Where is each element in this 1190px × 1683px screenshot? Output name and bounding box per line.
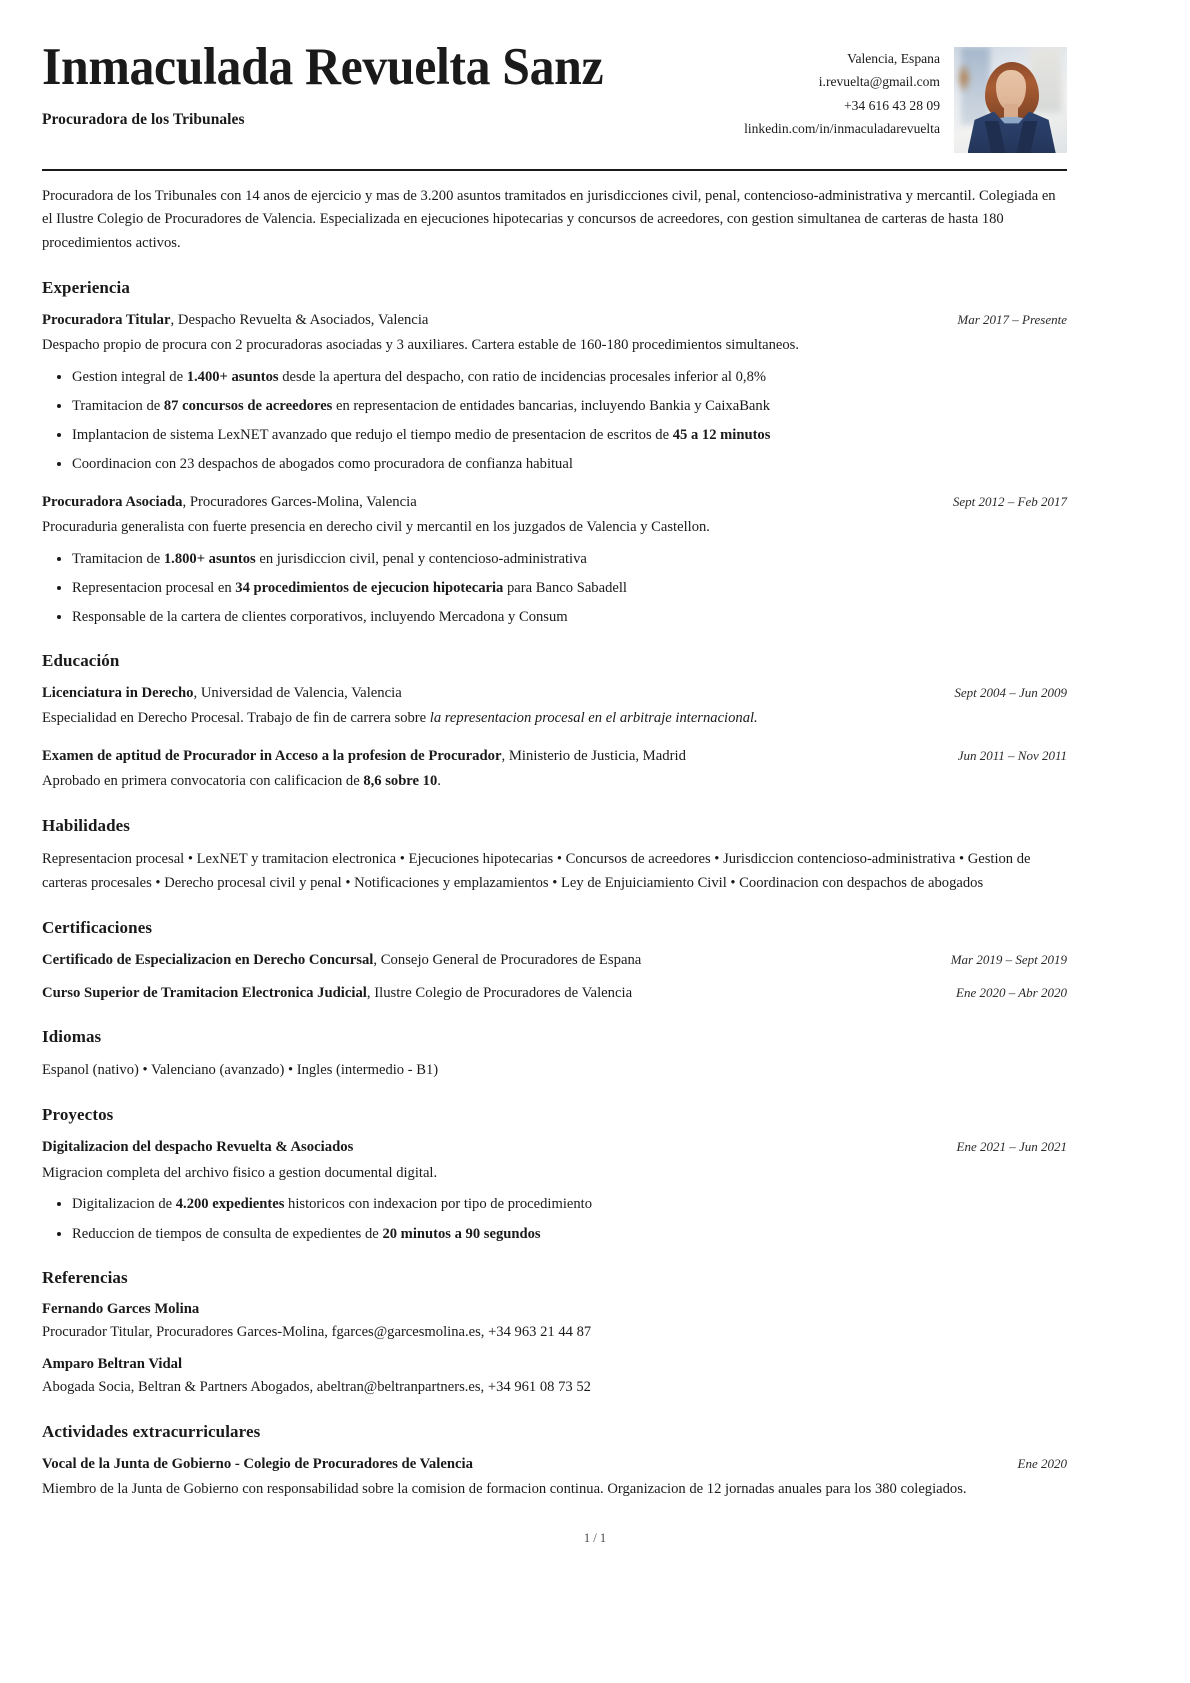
contact-location: Valencia, Espana bbox=[847, 51, 940, 66]
page-footer bbox=[0, 1531, 1190, 1546]
entry-subtitle: Migracion completa del archivo fisico a gestion documental digital. bbox=[42, 1164, 438, 1181]
section-certifications bbox=[42, 918, 1067, 1004]
list-item bbox=[72, 453, 1067, 475]
entry-org: , Despacho Revuelta & Asociados, Valencia bbox=[170, 312, 429, 329]
list-item bbox=[72, 424, 1067, 446]
entry-bullets bbox=[42, 548, 1067, 629]
bullet-text-bold: 1.400+ asuntos bbox=[186, 368, 279, 385]
project-name: Digitalizacion del despacho Revuelta & Asociados bbox=[42, 1139, 354, 1156]
bullet-text-post: en representacion de entidades bancarias, incluyendo Bankia y CaixaBank bbox=[332, 398, 771, 415]
contact-block bbox=[744, 47, 940, 141]
professional-summary: Procuradora de los Tribunales con 14 anos de ejercicio y mas de 3.200 asuntos tramitados en jurisdicciones civil, penal, contencioso-administrativa y mercantil. Colegiada en el Ilustre Colegio de Procuradores de Valencia. Especializada en ejecuciones hipotecarias y concursos de acreedores, con gestion simultanea de carteras de hasta 180 procedimientos activos. bbox=[42, 188, 1056, 251]
languages-list: Espanol (nativo) • Valenciano (avanzado) • Ingles (intermedio - B1) bbox=[42, 1061, 439, 1078]
contact-linkedin[interactable]: linkedin.com/in/inmaculadarevuelta bbox=[744, 121, 940, 137]
reference-detail: Procurador Titular, Procuradores Garces-Molina, fgarces@garcesmolina.es, +34 963 21 44 87 bbox=[42, 1323, 592, 1340]
reference-name: Amparo Beltran Vidal bbox=[42, 1356, 183, 1373]
bullet-text-post: para Banco Sabadell bbox=[503, 579, 627, 596]
entry-date: Ene 2021 – Jun 2021 bbox=[956, 1139, 1067, 1155]
entry-header bbox=[42, 1454, 1067, 1475]
entry-header bbox=[42, 492, 1067, 513]
entry-subtitle: Despacho propio de procura con 2 procuradoras asociadas y 3 auxiliares. Cartera estable de 160-180 procedimientos simultaneos. bbox=[42, 337, 800, 354]
entry-detail bbox=[42, 770, 1067, 793]
reference-name: Fernando Garces Molina bbox=[42, 1300, 200, 1317]
detail-text-bold: 8,6 sobre 10 bbox=[363, 773, 438, 790]
detail-text-post: . bbox=[437, 773, 441, 790]
resume-content bbox=[42, 34, 1067, 1504]
bullet-text-pre: Representacion procesal en bbox=[72, 579, 236, 596]
certification-name: Curso Superior de Tramitacion Electronica Judicial bbox=[42, 984, 367, 1001]
bullet-text-bold: 87 concursos de acreedores bbox=[163, 398, 333, 415]
entry-heading bbox=[42, 492, 935, 513]
bullet-text-pre: Gestion integral de bbox=[72, 368, 187, 385]
entry-org: , Procuradores Garces-Molina, Valencia bbox=[182, 493, 417, 510]
list-item bbox=[72, 606, 1067, 628]
section-title-experience: Experiencia bbox=[42, 278, 130, 298]
job-title: Procuradora de los Tribunales bbox=[42, 111, 245, 129]
header-right bbox=[744, 34, 1067, 153]
project-entry bbox=[42, 1137, 1067, 1244]
bullet-text-bold: 4.200 expedientes bbox=[175, 1196, 285, 1213]
headshot-photo bbox=[954, 47, 1067, 153]
entry-role: Procuradora Titular bbox=[42, 312, 171, 329]
list-item bbox=[72, 548, 1067, 570]
entry-heading bbox=[42, 1137, 939, 1158]
entry-header bbox=[42, 746, 1067, 767]
resume-header bbox=[42, 34, 1067, 153]
bullet-text-bold: 45 a 12 minutos bbox=[672, 427, 771, 444]
section-extracurricular bbox=[42, 1422, 1067, 1501]
bullet-text-pre: Implantacion de sistema LexNET avanzado que redujo el tiempo medio de presentacion de escritos de bbox=[72, 427, 673, 444]
entry-header bbox=[42, 950, 1067, 971]
entry-header bbox=[42, 983, 1067, 1004]
section-title-education: Educación bbox=[42, 651, 120, 671]
entry-org: , Universidad de Valencia, Valencia bbox=[193, 685, 402, 702]
entry-role: Procuradora Asociada bbox=[42, 493, 183, 510]
contact-email[interactable]: i.revuelta@gmail.com bbox=[818, 74, 940, 90]
certification-entry bbox=[42, 983, 1067, 1004]
section-title-certifications: Certificaciones bbox=[42, 918, 153, 938]
page-title: Inmaculada Revuelta Sanz bbox=[42, 38, 604, 96]
entry-header bbox=[42, 683, 1067, 704]
entry-bullets bbox=[42, 366, 1067, 476]
certification-name: Certificado de Especializacion en Derecho Concursal bbox=[42, 952, 374, 969]
entry-heading bbox=[42, 983, 938, 1004]
section-skills bbox=[42, 816, 1067, 895]
detail-text-pre: Aprobado en primera convocatoria con calificacion de bbox=[42, 773, 364, 790]
entry-header bbox=[42, 310, 1067, 331]
entry-detail: Miembro de la Junta de Gobierno con responsabilidad sobre la comision de formacion continua. Organizacion de 12 jornadas anuales para los 380 colegiados. bbox=[42, 1481, 967, 1498]
education-entry bbox=[42, 746, 1067, 793]
detail-text-italic: la representacion procesal en el arbitraje internacional. bbox=[429, 710, 758, 727]
certification-entry bbox=[42, 950, 1067, 971]
reference-detail: Abogada Socia, Beltran & Partners Abogados, abeltran@beltranpartners.es, +34 961 08 73 52 bbox=[42, 1379, 591, 1396]
entry-heading bbox=[42, 1454, 1000, 1475]
bullet-text-post: desde la apertura del despacho, con ratio de incidencias procesales inferior al 0,8% bbox=[278, 368, 767, 385]
extracurricular-name: Vocal de la Junta de Gobierno - Colegio de Procuradores de Valencia bbox=[42, 1455, 473, 1472]
certification-org: , Consejo General de Procuradores de Espana bbox=[373, 952, 642, 969]
list-item bbox=[72, 395, 1067, 417]
entry-date: Jun 2011 – Nov 2011 bbox=[957, 748, 1067, 763]
section-title-projects: Proyectos bbox=[42, 1105, 114, 1125]
bullet-text-post: en jurisdiccion civil, penal y contencioso-administrativa bbox=[255, 550, 587, 567]
entry-heading bbox=[42, 746, 940, 767]
bullet-text-bold: 34 procedimientos de ejecucion hipotecaria bbox=[235, 579, 504, 596]
bullet-text-pre: Tramitacion de bbox=[72, 550, 164, 567]
skills-list: Representacion procesal • LexNET y tramitacion electronica • Ejecuciones hipotecarias • Concursos de acreedores • Jurisdiccion contencioso-administrativa • Gestion de carteras procesales • Derecho procesal civil y penal • Notificaciones y emplazamientos • Ley de Enjuiciamiento Civil • Coordinacion con despachos de abogados bbox=[42, 850, 1031, 891]
entry-header bbox=[42, 1137, 1067, 1158]
entry-subtitle: Procuraduria generalista con fuerte presencia en derecho civil y mercantil en los juzgados de Valencia y Castellon. bbox=[42, 518, 710, 535]
section-title-languages: Idiomas bbox=[42, 1026, 102, 1046]
education-entry bbox=[42, 683, 1067, 730]
entry-date: Ene 2020 – Abr 2020 bbox=[956, 984, 1067, 1000]
entry-date: Sept 2004 – Jun 2009 bbox=[954, 685, 1067, 701]
header-divider bbox=[42, 169, 1067, 171]
section-education bbox=[42, 651, 1067, 793]
entry-heading bbox=[42, 950, 933, 971]
section-languages bbox=[42, 1027, 1067, 1083]
entry-date: Ene 2020 bbox=[1017, 1455, 1067, 1471]
section-title-extracurricular: Actividades extracurriculares bbox=[42, 1421, 261, 1441]
section-title-skills: Habilidades bbox=[42, 815, 131, 835]
entry-heading bbox=[42, 310, 939, 331]
list-item bbox=[72, 366, 1067, 388]
entry-degree: Licenciatura in Derecho bbox=[42, 685, 194, 702]
entry-date: Sept 2012 – Feb 2017 bbox=[952, 493, 1067, 509]
bullet-text-bold: 1.800+ asuntos bbox=[163, 550, 256, 567]
bullet-text-pre: Tramitacion de bbox=[72, 398, 164, 415]
bullet-text-pre: Reduccion de tiempos de consulta de expedientes de bbox=[72, 1225, 383, 1242]
page-number: 1 / 1 bbox=[583, 1531, 607, 1545]
entry-org: , Ministerio de Justicia, Madrid bbox=[501, 748, 686, 764]
section-experience bbox=[42, 278, 1067, 628]
bullet-text-post: historicos con indexacion por tipo de procedimiento bbox=[284, 1196, 592, 1213]
bullet-text-pre: Digitalizacion de bbox=[72, 1196, 176, 1213]
bullet-text-bold: 20 minutos a 90 segundos bbox=[382, 1225, 541, 1242]
extracurricular-entry bbox=[42, 1454, 1067, 1501]
entry-degree: Examen de aptitud de Procurador in Acceso a la profesion de Procurador bbox=[42, 748, 502, 764]
reference-entry bbox=[42, 1301, 1067, 1344]
certification-org: , Ilustre Colegio de Procuradores de Valencia bbox=[366, 984, 633, 1001]
section-references bbox=[42, 1268, 1067, 1399]
entry-heading bbox=[42, 683, 936, 704]
entry-detail bbox=[42, 707, 1067, 730]
list-item bbox=[72, 577, 1067, 599]
list-item bbox=[72, 1223, 1067, 1245]
header-left bbox=[42, 34, 744, 129]
reference-entry bbox=[42, 1356, 1067, 1399]
bullet-text-pre: Coordinacion con 23 despachos de abogados como procuradora de confianza habitual bbox=[72, 456, 573, 473]
entry-bullets bbox=[42, 1193, 1067, 1244]
experience-entry bbox=[42, 310, 1067, 476]
detail-text-pre: Especialidad en Derecho Procesal. Trabajo de fin de carrera sobre bbox=[42, 710, 430, 727]
section-projects bbox=[42, 1105, 1067, 1244]
photo-background-highlight bbox=[956, 62, 972, 94]
entry-date: Mar 2017 – Presente bbox=[957, 312, 1067, 328]
experience-entry bbox=[42, 492, 1067, 628]
entry-date: Mar 2019 – Sept 2019 bbox=[950, 952, 1067, 968]
section-title-references: Referencias bbox=[42, 1267, 128, 1287]
list-item bbox=[72, 1193, 1067, 1215]
contact-phone[interactable]: +34 616 43 28 09 bbox=[843, 97, 940, 113]
bullet-text-pre: Responsable de la cartera de clientes corporativos, incluyendo Mercadona y Consum bbox=[72, 608, 568, 625]
